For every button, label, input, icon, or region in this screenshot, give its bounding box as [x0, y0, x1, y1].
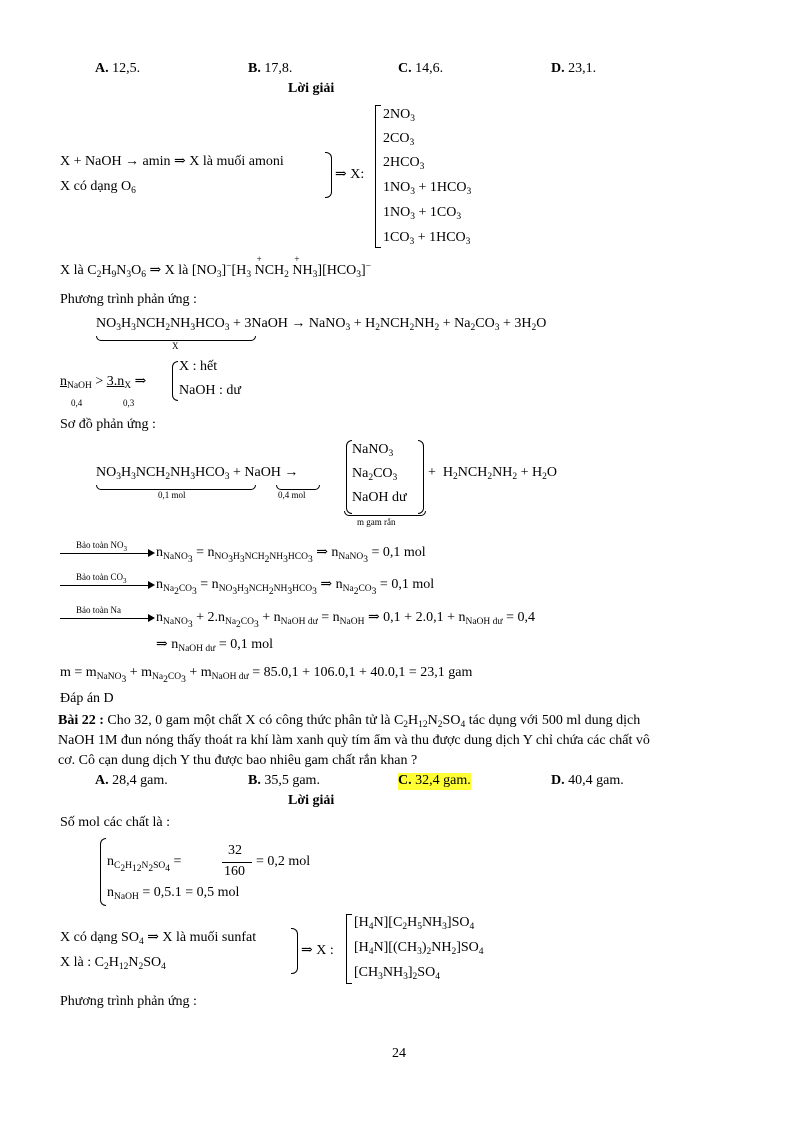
- q22-option-c: C. 32,4 gam.: [398, 773, 471, 788]
- q22-mol-brace: [100, 838, 106, 906]
- q22-question-line-3: cơ. Cô cạn dung dịch Y thu được bao nhiêu gam chất rắn khan ?: [58, 753, 418, 768]
- q21-excess-under-2: 0,3: [123, 398, 135, 408]
- q22-case-1: $[H_4N][C_2H_5NH_3]SO_4$: [354, 915, 475, 932]
- q21-answer: Đáp án D: [60, 691, 114, 706]
- q21-cons-label-2: Bảo toàn $CO_3$: [76, 572, 127, 585]
- q21-cons-label-1: Bảo toàn $NO_3$: [76, 540, 127, 553]
- q22-mol-line-1-rhs: = 0,2 mol: [256, 854, 311, 869]
- q21-cons-eq-3: $n_{NaNO_3} + 2.n_{Na_2CO_3} + n_{NaOH dư} = n_{NaOH}$ ⇒ $0,1 + 2.0,1 + n_{NaOH dư} = 0,4$: [156, 610, 535, 630]
- q21-solution-heading: Lời giải: [288, 81, 335, 96]
- q21-scheme-product-1: NaNO$_3$: [352, 442, 394, 459]
- q22-premise-brace: [291, 928, 298, 974]
- q21-premise-brace: [325, 152, 332, 198]
- q22-mol-frac-line: [222, 862, 252, 863]
- q21-option-c: C. 14,6.: [398, 61, 444, 76]
- q21-mass-calc: $m = m_{NaNO_3} + m_{Na_2CO_3} + m_{NaOH dư} = 85.0,1 + 106.0,1 + 40.0,1 = 23,1$ gam: [60, 665, 473, 685]
- q21-cons-arrow-3: [60, 618, 148, 619]
- q22-mol-heading: Số mol các chất là :: [60, 815, 171, 830]
- q21-cons-eq-1: $n_{NaNO_3} = n_{NO_3H_3NCH_2NH_3HCO_3}$ ⇒ $n_{NaNO_3} = 0,1$ mol: [156, 545, 426, 565]
- q21-scheme-under-3: m gam rắn: [357, 517, 396, 527]
- q21-cons-arrowhead-1: [148, 549, 155, 557]
- q22-mol-line-2: $n_{NaOH} = 0,5.1 = 0,5$ mol: [107, 885, 240, 902]
- q21-scheme-under-2: 0,4 mol: [278, 490, 306, 500]
- q21-options-bracket: [375, 105, 381, 248]
- q21-scheme-reactants: $NO_3H_3NCH_2NH_3HCO_3$ + NaOH →: [96, 465, 299, 482]
- q21-case-3: $2HCO_3$: [383, 155, 425, 172]
- q21-naoh-du: ⇒ $n_{NaOH dư} = 0,1$ mol: [156, 637, 273, 654]
- q22-solution-heading: Lời giải: [288, 793, 335, 808]
- q21-scheme-product-3: NaOH dư: [352, 490, 407, 505]
- q22-question: [58, 711, 748, 771]
- q21-case-5: $1NO_3 + 1CO_3$: [383, 205, 462, 222]
- q21-scheme-product-2: $Na_2CO_3$: [352, 466, 398, 483]
- q21-option-d: D. 23,1.: [551, 61, 597, 76]
- q21-case-4: $1NO_3 + 1HCO_3$: [383, 180, 472, 197]
- q22-premise-2: X là : $C_2H_{12}N_2SO_4$: [60, 955, 166, 972]
- q21-premise-1: X + NaOH → amin ⇒ X là muối amoni: [60, 154, 284, 169]
- q21-case-6: $1CO_3 + 1HCO_3$: [383, 230, 471, 247]
- q21-reaction-heading: Phương trình phản ứng :: [60, 292, 197, 307]
- q21-scheme-product-brace-right: [418, 440, 424, 514]
- q21-cons-arrowhead-3: [148, 614, 155, 622]
- q21-cons-arrow-2: [60, 585, 148, 586]
- q21-excess-brace: [172, 361, 178, 401]
- q21-conclusion: X là $C_2H_9N_3O_6$ ⇒ X là $[NO_3]^-[H_3$ N + $CH_2$ N + $H_3][HCO_3]^-$: [60, 254, 372, 280]
- q21-cons-label-3: Bảo toàn Na: [76, 605, 121, 615]
- q22-options-bracket: [346, 914, 352, 984]
- q21-scheme-underbrace-3: [344, 511, 426, 516]
- q22-mol-frac-num: 32: [228, 843, 242, 858]
- q22-option-d: D. 40,4 gam.: [551, 773, 624, 788]
- q22-case-2: $[H_4N][(CH_3)_2NH_2]SO_4$: [354, 940, 484, 957]
- q22-option-b: B. 35,5 gam.: [248, 773, 320, 788]
- q21-cons-eq-2: $n_{Na_2CO_3} = n_{NO_3H_3NCH_2NH_3HCO_3}$ ⇒ $n_{Na_2CO_3} = 0,1$ mol: [156, 577, 435, 597]
- q21-excess-line-2: NaOH : dư: [179, 383, 242, 398]
- q21-x-label: X: [172, 341, 179, 351]
- q21-premise-2: X có dạng $O_6$: [60, 179, 136, 196]
- q21-scheme-heading: Sơ đồ phản ứng :: [60, 417, 156, 432]
- q21-excess-compare: $n_{NaOH} > 3.n_X$ ⇒: [60, 374, 147, 391]
- q21-case-1: $2NO_3$: [383, 107, 415, 124]
- q22-option-a: A. 28,4 gam.: [95, 773, 168, 788]
- q21-cons-arrow-1: [60, 553, 148, 554]
- q22-implies: ⇒ X :: [301, 943, 334, 958]
- q21-option-a: A. 12,5.: [95, 61, 141, 76]
- q21-excess-line-1: X : hết: [179, 359, 218, 374]
- q21-cons-arrowhead-2: [148, 581, 155, 589]
- q22-case-3: $[CH_3NH_3]_2SO_4$: [354, 965, 440, 982]
- q21-implies: ⇒ X:: [335, 167, 365, 182]
- q21-scheme-under-1: 0,1 mol: [158, 490, 186, 500]
- q21-scheme-other-products: + $H_2NCH_2NH_2 + H_2O$: [428, 465, 557, 482]
- q21-excess-under-1: 0,4: [71, 398, 83, 408]
- q22-reaction-heading: Phương trình phản ứng :: [60, 994, 197, 1009]
- page-number: 24: [392, 1046, 406, 1061]
- q21-option-b: B. 17,8.: [248, 61, 293, 76]
- q21-reaction-equation: $NO_3H_3NCH_2NH_3HCO_3$ + 3NaOH → NaNO$_3$ + $H_2NCH_2NH_2 + Na_2CO_3 + 3H_2O$: [96, 316, 547, 333]
- q22-premise-1: X có dạng $SO_4$ ⇒ X là muối sunfat: [60, 930, 257, 947]
- q22-mol-frac-den: 160: [224, 864, 245, 879]
- q22-question-line-1: Bài 22 : Cho 32, 0 gam một chất X có công thức phân tử là $C_2H_{12}N_2SO_4$ tác dụng với 500 ml dung dịch: [58, 713, 641, 730]
- q21-case-2: $2CO_3$: [383, 131, 415, 148]
- q22-mol-line-1-lhs: $n_{C_2H_{12}N_2SO_4}$ =: [107, 854, 182, 874]
- q22-question-line-2: NaOH 1M đun nóng thấy thoát ra khí làm xanh quỳ tím ẩm và thu được dung dịch Y chỉ chứa các chất vô: [58, 733, 650, 748]
